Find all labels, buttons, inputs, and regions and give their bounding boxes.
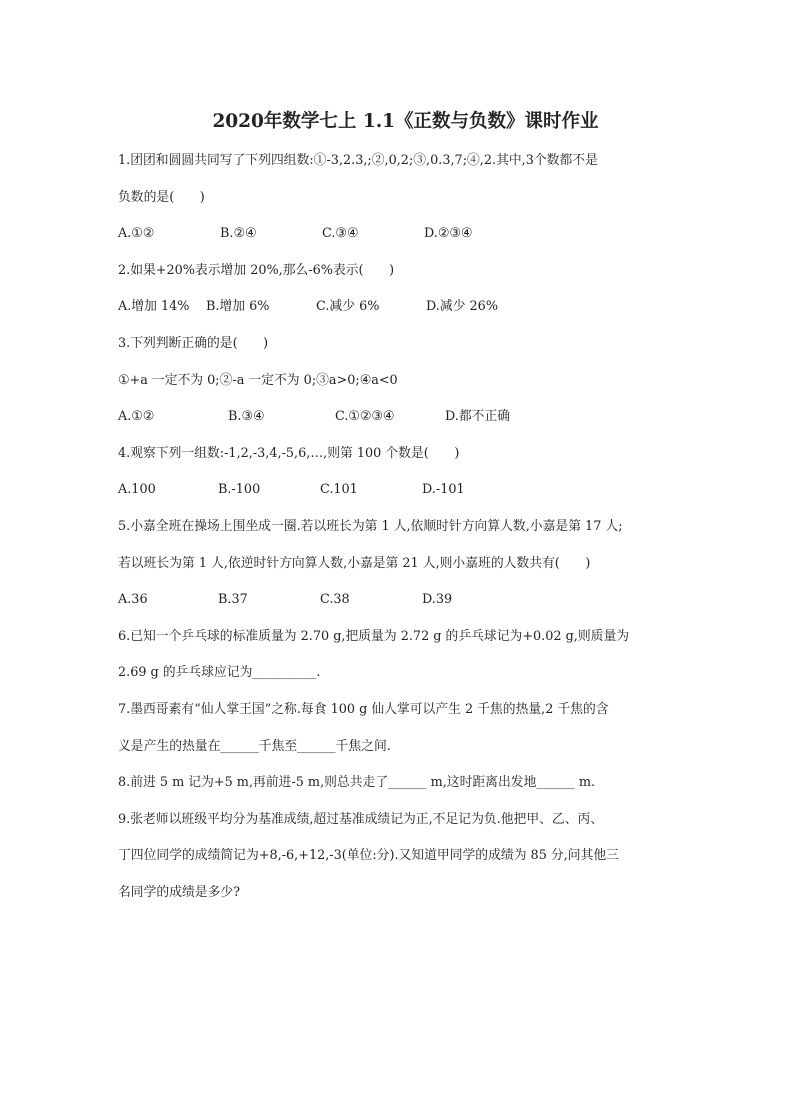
q5-options — [118, 582, 678, 619]
q4-options — [118, 472, 678, 509]
q5-option-a: A.36 — [118, 592, 148, 608]
q2-option-b: B.增加 6% — [206, 299, 270, 315]
q2-stem: 2.如果+20%表示增加 20%,那么-6%表示( ) — [118, 262, 395, 278]
q5-option-b: B.37 — [218, 592, 248, 608]
q1-option-b: B.②④ — [220, 226, 257, 242]
q5-option-c: C.38 — [320, 592, 350, 608]
q3-options — [118, 399, 678, 436]
q4-option-a: A.100 — [118, 482, 156, 498]
q3-option-a: A.①② — [118, 409, 155, 425]
q1-option-d: D.②③④ — [424, 226, 473, 242]
q9-stem-line3: 名同学的成绩是多少? — [118, 884, 241, 900]
q5-stem-line1: 5.小嘉全班在操场上围坐成一圈.若以班长为第 1 人,依顺时针方向算人数,小嘉是第 17 人; — [118, 518, 623, 534]
q4-option-b: B.-100 — [218, 482, 261, 498]
q4-option-d: D.-101 — [422, 482, 465, 498]
q1-stem-line1: 1.团团和圆圆共同写了下列四组数:①-3,2.3,;②,0,2;③,0.3,7;④,2.其中,3个数都不是 — [118, 153, 598, 168]
q8-stem: 8.前进 5 m 记为+5 m,再前进-5 m,则总共走了______ m,这时距离出发地______ m. — [118, 775, 596, 791]
q3-stem-line1: 3.下列判断正确的是( ) — [118, 335, 269, 351]
q2-option-a: A.增加 14% — [118, 299, 190, 315]
q1-stem-line2: 负数的是( ) — [118, 189, 205, 205]
q1-option-a: A.①② — [118, 226, 155, 242]
q1-option-c: C.③④ — [322, 226, 359, 242]
q1-options — [118, 216, 678, 253]
q3-option-c: C.①②③④ — [335, 409, 395, 425]
q5-option-d: D.39 — [422, 592, 453, 608]
q7-stem-line2: 义是产生的热量在______千焦至______千焦之间. — [118, 738, 391, 754]
q6-stem-line1: 6.已知一个乒乓球的标准质量为 2.70 g,把质量为 2.72 g 的乒乓球记为+0.02 g,则质量为 — [118, 628, 630, 644]
q6-stem-line2: 2.69 g 的乒乓球应记为__________. — [118, 665, 321, 681]
q3-stem-line2: ①+a 一定不为 0;②-a 一定不为 0;③a>0;④a<0 — [118, 372, 398, 388]
q9-stem-line1: 9.张老师以班级平均分为基准成绩,超过基准成绩记为正,不足记为负.他把甲、乙、丙、 — [118, 811, 604, 827]
q2-option-d: D.减少 26% — [426, 299, 498, 315]
q7-stem-line1: 7.墨西哥素有“仙人掌王国”之称.每食 100 g 仙人掌可以产生 2 千焦的热量,2 千焦的含 — [118, 701, 609, 717]
q5-stem-line2: 若以班长为第 1 人,依逆时针方向算人数,小嘉是第 21 人,则小嘉班的人数共有( ) — [118, 555, 591, 571]
page-title: 2020年数学七上 1.1《正数与负数》课时作业 — [212, 111, 599, 132]
worksheet-page — [118, 104, 678, 911]
q2-option-c: C.减少 6% — [316, 299, 380, 315]
q4-stem: 4.观察下列一组数:-1,2,-3,4,-5,6,…,则第 100 个数是( ) — [118, 445, 460, 461]
q9-stem-line2: 丁四位同学的成绩简记为+8,-6,+12,-3(单位:分).又知道甲同学的成绩为 85 分,问其他三 — [118, 848, 619, 864]
q4-option-c: C.101 — [320, 482, 358, 498]
q3-option-d: D.都不正确 — [445, 409, 511, 425]
q2-options — [118, 289, 678, 326]
q3-option-b: B.③④ — [228, 409, 265, 425]
